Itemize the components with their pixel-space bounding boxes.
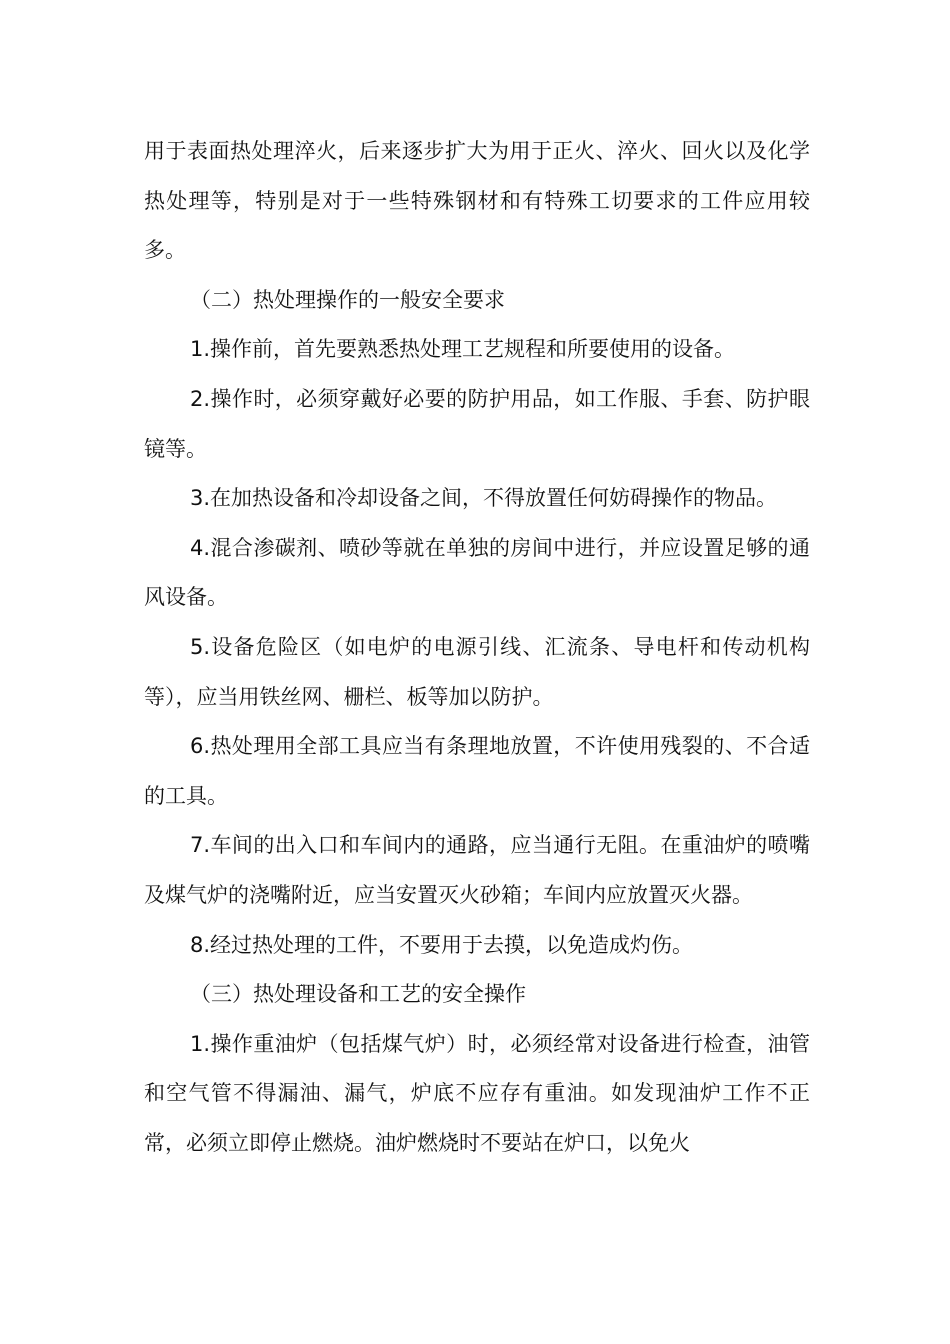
paragraph-item-8: 8.经过热处理的工件，不要用于去摸，以免造成灼伤。 xyxy=(190,932,694,957)
section-heading-general-safety: （二）热处理操作的一般安全要求 xyxy=(190,287,505,312)
paragraph-equipment-item-1: 1.操作重油炉（包括煤气炉）时，必须经常对设备进行检查，油管和空气管不得漏油、漏气，炉底不应存有重油。如发现油炉工作不正常，必须立即停止燃烧。油炉燃烧时不要站在炉口，以免火 xyxy=(144,1031,810,1155)
paragraph-item-6: 6.热处理用全部工具应当有条理地放置，不许使用残裂的、不合适的工具。 xyxy=(144,734,810,808)
section-heading-equipment-safety: （三）热处理设备和工艺的安全操作 xyxy=(190,982,526,1007)
paragraph-item-4: 4.混合渗碳剂、喷砂等就在单独的房间中进行，并应设置足够的通风设备。 xyxy=(144,535,810,610)
paragraph-item-7: 7.车间的出入口和车间内的通路，应当通行无阻。在重油炉的喷嘴及煤气炉的浇嘴附近，应当安置灭火砂箱；车间内应放置灭火器。 xyxy=(144,833,810,907)
paragraph-item-3: 3.在加热设备和冷却设备之间，不得放置任何妨碍操作的物品。 xyxy=(190,486,778,511)
paragraph-continuation: 用于表面热处理淬火，后来逐步扩大为用于正火、淬火、回火以及化学热处理等，特别是对于一些特殊钢材和有特殊工切要求的工件应用较多。 xyxy=(144,139,810,263)
paragraph-item-1: 1.操作前，首先要熟悉热处理工艺规程和所要使用的设备。 xyxy=(190,337,736,362)
document-body xyxy=(144,127,810,1168)
paragraph-item-2: 2.操作时，必须穿戴好必要的防护用品，如工作服、手套、防护眼镜等。 xyxy=(144,386,810,461)
paragraph-item-5: 5.设备危险区（如电炉的电源引线、汇流条、导电杆和传动机构等），应当用铁丝网、栅栏、板等加以防护。 xyxy=(144,634,810,709)
